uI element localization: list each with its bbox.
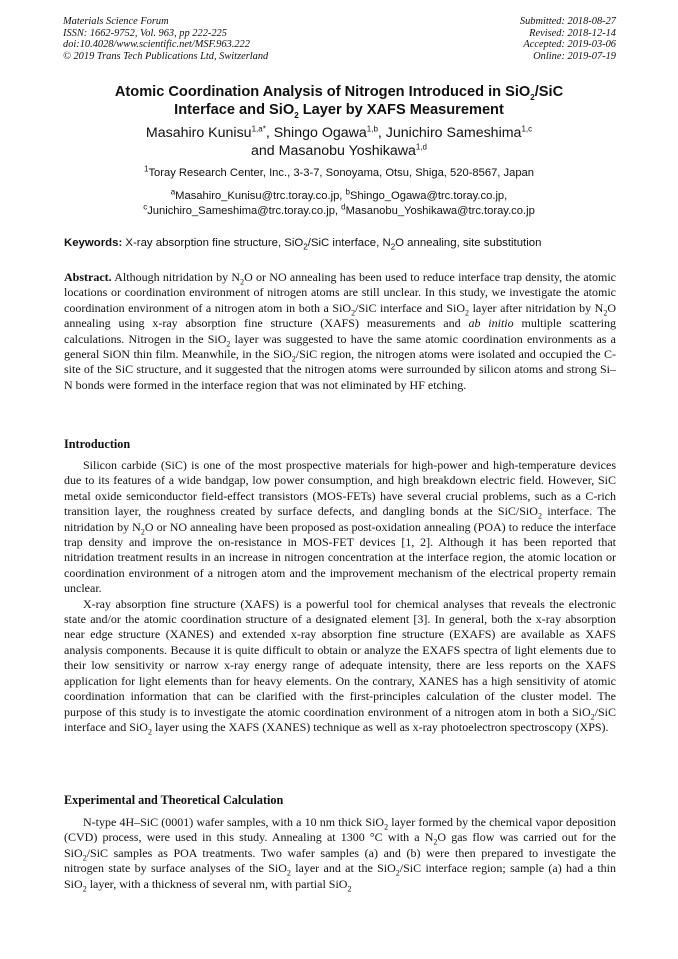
email-link: Masahiro_Kunisu@trc.toray.co.jp, bbox=[175, 190, 346, 202]
experimental-body bbox=[64, 815, 616, 892]
accepted-date: Accepted: 2019-03-06 bbox=[523, 39, 616, 51]
submitted-date: Submitted: 2018-08-27 bbox=[519, 16, 616, 27]
revised-date: Revised: 2018-12-14 bbox=[529, 27, 616, 39]
author-name: Masanobu Yoshikawa bbox=[278, 142, 416, 159]
keywords: Keywords: X-ray absorption fine structure, SiO$_2$/SiC interface, $N_2O$ annealing, site substitution bbox=[64, 237, 542, 252]
online-date: Online: 2019-07-19 bbox=[533, 50, 616, 62]
doi-line: doi:10.4028/www.scientific.net/MSF.963.222 bbox=[63, 39, 250, 51]
paragraph: N-type 4H–SiC (0001) wafer samples, with a 10 nm thick SiO$_2$ layer formed by the chemical vapor deposition (CVD) process, were used in this study. Annealing at 1300 °C with a $N_2O$ gas flow was carried out for the SiO$_2$/SiC samples as POA treatments. Two wafer samples (a) and (b) were then prepared to investigate the nitrogen state by surface analyses of the SiO$_2$ layer and at the SiO$_2$/SiC interface region; sample (a) had a thin SiO$_2$ layer, with a thickness of several nm, with partial SiO$_2$ bbox=[64, 815, 617, 894]
affiliation: $^1$Toray Research Center, Inc., 3-3-7, Sonoyama, Otsu, Shiga, 520-8567, Japan bbox=[143, 164, 534, 179]
author-emails: $^a$Masahiro_Kunisu@trc.toray.co.jp, $^b$Shingo_Ogawa@trc.toray.co.jp, $^c$Junichiro_Sameshima@trc.toray.co.jp, $^d$Masanobu_Yoshikawa@trc.toray.co.jp bbox=[143, 187, 535, 217]
paragraph: X-ray absorption fine structure (XAFS) is a powerful tool for chemical analyses that reveals the electronic state and/or the atomic coordination structure of a designated element [3]. In general, both the x-ray absorption near edge structure (XANES) and extended x-ray absorption fine structure (EXAFS) are available as XAFS analysis components. Because it is quite difficult to obtain or analyze the EXAFS spectra of light elements due to their low sensitivity or narrow x-ray energy range of adequate intensity, there are less reports on the XAFS application for light elements than for heavy elements. On the contrary, XANES has a high sensitivity of atomic coordination information that can be clarified with the first-principles calculation of the cluster model. The purpose of this study is to investigate the atomic coordination environment of a nitrogen atom in both a SiO$_2$/SiC interface and SiO$_2$ layer using the XAFS (XANES) technique as well as x-ray photoelectron spectroscopy (XPS). bbox=[64, 596, 616, 737]
copyright-line: © 2019 Trans Tech Publications Ltd, Switzerland bbox=[63, 50, 269, 62]
issn-line: ISSN: 1662-9752, Vol. 963, pp 222-225 bbox=[63, 27, 227, 39]
paragraph: Silicon carbide (SiC) is one of the most prospective materials for high-power and high-temperature devices due to its features of a wide bandgap, low power consumption, and high breakdown electric field. However, SiC metal oxide semiconductor field-effect transistors (MOS-FETs) have several crucial problems, such as a C-rich transition layer, the roughness created by surface defects, and dangling bonds at the SiC/SiO$_2$ interface. The nitridation by $N_2O$ or NO annealing have been proposed as post-oxidation annealing (POA) to reduce the interface trap density and improve the on-resistance in MOS-FET devices [1, 2]. Although it has been reported that nitridation treatment results in an increase in nitrogen concentration at the interface region, the atomic location or coordination environment of a nitrogen atom and the improvement mechanism of the electrical property remain unclear. bbox=[64, 458, 616, 596]
journal-header-right bbox=[520, 16, 616, 62]
introduction-body bbox=[64, 458, 616, 735]
author-name: Masahiro Kunisu bbox=[145, 125, 252, 141]
abstract: Abstract. Although nitridation by $N_2O$ or NO annealing has been used to reduce interface trap density, the atomic locations or coordination environment of nitrogen atoms are still unclear. In this study, we investigate the atomic coordination environment of a nitrogen atom in both a SiO$_2$/SiC interface and SiO$_2$ layer after nitridation by $N_2O$ annealing using x-ray absorption fine structure (XAFS) measurements and ab initio multiple scattering calculations. Nitrogen in the SiO$_2$ layer was suggested to have the same atomic coordination environments as a general SiON thin film. Meanwhile, in the SiO$_2$/SiC region, the nitrogen atoms were isolated and occupied the C-site of the SiC structure, and it suggested that the nitrogen atoms were surrounded by silicon atoms and strong Si–N bonds were formed in the interface region that was not eliminated by HF etching. bbox=[64, 270, 617, 392]
email-link: Masanobu_Yoshikawa@trc.toray.co.jp bbox=[345, 204, 535, 217]
journal-name: Materials Science Forum bbox=[63, 16, 169, 27]
author-name: Junichiro Sameshima bbox=[385, 125, 522, 141]
author-name: Shingo Ogawa bbox=[273, 125, 367, 141]
email-link: Shingo_Ogawa@trc.toray.co.jp, bbox=[349, 190, 508, 202]
journal-header-left bbox=[63, 16, 268, 62]
section-heading-introduction: Introduction bbox=[64, 437, 131, 451]
paper-title: Atomic Coordination Analysis of Nitrogen Introduced in SiO$_2$/SiC Interface and SiO$_2$ Layer by XAFS Measurement bbox=[114, 84, 564, 120]
email-link: Junichiro_Sameshima@trc.toray.co.jp, bbox=[147, 204, 342, 217]
author-list: Masahiro Kunisu$^{1,a*}$, Shingo Ogawa$^{1,b}$, Junichiro Sameshima$^{1,c}$ and Masanobu Yoshikawa$^{1,d}$ bbox=[145, 124, 533, 159]
section-heading-experimental: Experimental and Theoretical Calculation bbox=[64, 793, 284, 807]
